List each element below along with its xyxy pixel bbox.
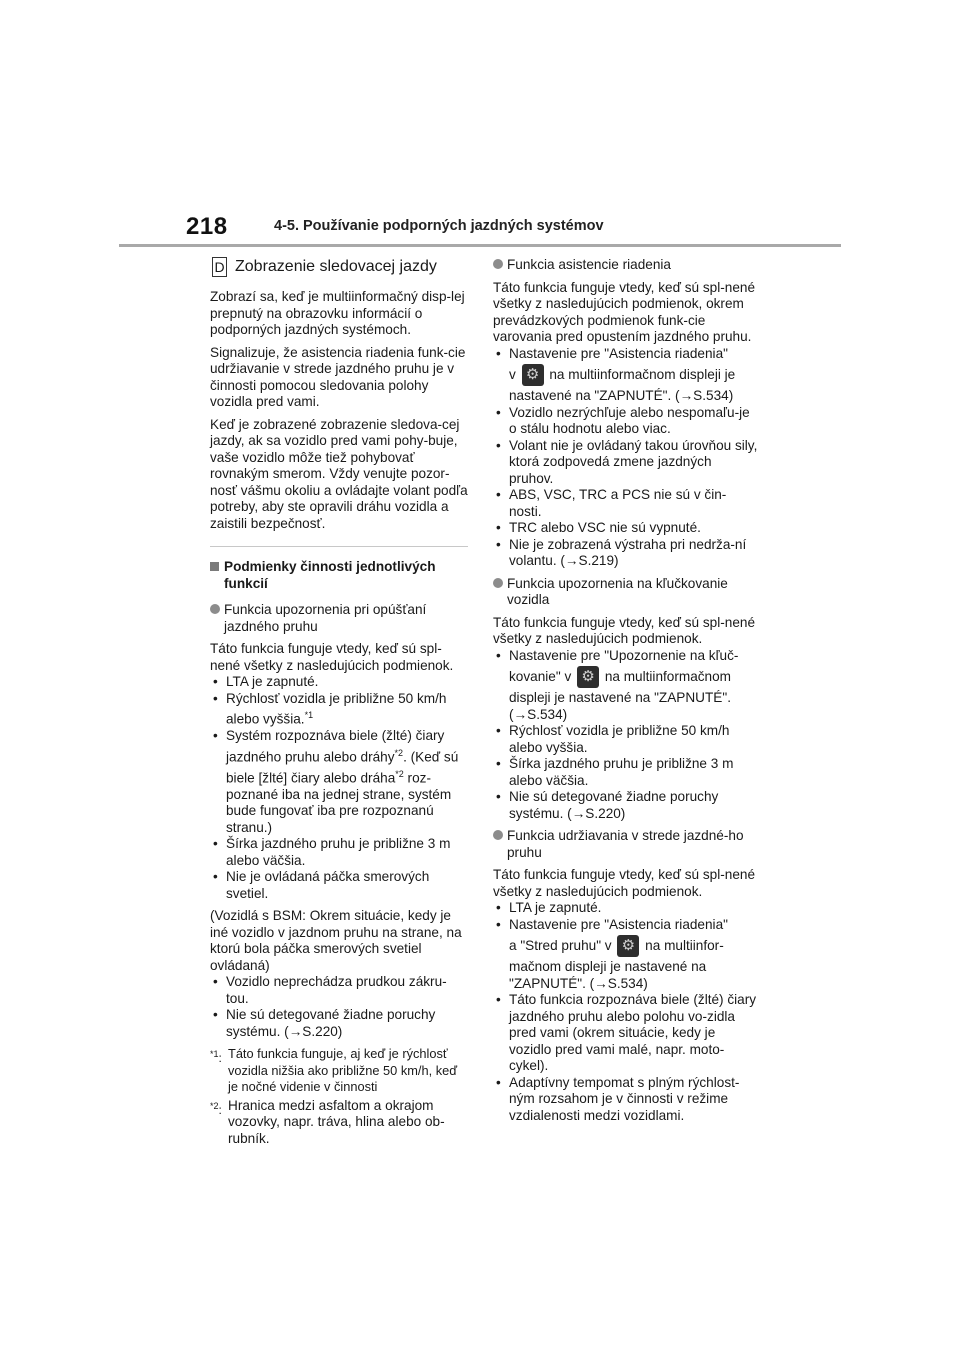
list-item: • Adaptívny tempomat s plným rýchlost-ným rozsahom je v činnosti v režime vzdialenosti medzi vozidlami. [496, 1074, 740, 1123]
weave-heading: Funkcia upozornenia na kľučkovanie vozidla [493, 576, 758, 609]
paragraph: Táto funkcia funguje vtedy, keď sú spl-nené všetky z nasledujúcich podmienok. [493, 614, 756, 646]
list-item: • Rýchlosť vozidla je približne 50 km/h alebo vyššia.$^{*1}$ [213, 690, 447, 727]
paragraph: Zobrazí sa, keď je multiinformačný disp-lej prepnutý na obrazovku informácií o podporných jazdných systémoch. [210, 289, 465, 337]
conditions-heading: Podmienky činnosti jednotlivých funkcií [210, 559, 468, 592]
list-item: • Rýchlosť vozidla je približne 50 km/h alebo vyššia. [496, 723, 730, 755]
gear-icon: ⚙ [617, 935, 639, 957]
list-item: • Šírka jazdného pruhu je približne 3 m alebo väčšia. [213, 836, 451, 868]
steer-list [493, 346, 758, 570]
warn-heading: Funkcia upozornenia pri opúšťaní jazdného pruhu [210, 602, 468, 635]
square-bullet-icon [210, 562, 219, 571]
display-title: Zobrazenie sledovacej jazdy [235, 257, 437, 275]
paragraph: Táto funkcia funguje vtedy, keď sú spl-nené všetky z nasledujúcich podmienok, okrem prevádzkových podmienok funk-cie varovania pred opustením jazdného pruhu. [493, 279, 756, 344]
list-item: • Vozidlo nezrýchľuje alebo nespomaľu-je o stálu hodnotu alebo viac. [496, 404, 750, 436]
divider [210, 546, 468, 547]
list-item: • LTA je zapnuté. [213, 674, 319, 689]
center-list [493, 900, 758, 1124]
warn-list [210, 674, 468, 902]
right-column [493, 257, 758, 1130]
list-item: • Systém rozpoznáva biele (žlté) čiary jazdného pruhu alebo dráhy$^{*2}$. (Keď sú biele [žlté] čiary alebo dráha$^{*2}$ roz-poznané iba na jednej strane, systém bude fungovať iba pre rozpoznanú stranu.) [213, 728, 459, 835]
paragraph: Táto funkcia funguje vtedy, keď sú spl-nené všetky z nasledujúcich podmienok. [493, 867, 756, 899]
footnote: $^{*1}$: Táto funkcia funguje, aj keď je rýchlosť vozidla nižšia ako približne 50 km/h, keď je nočné videnie v činnosti [210, 1046, 458, 1095]
bsm-list [210, 974, 468, 1040]
paragraph: Keď je zobrazené zobrazenie sledova-cej jazdy, ak sa vozidlo pred vami pohy-buje, vaše vozidlo môže tiež pohybovať rovnakým smerom. Vždy venujte pozor-nosť vášmu okoliu a ovládajte volant podľa potreby, aby ste opravili dráhu vozidla a zaistili bezpečnosť. [210, 416, 468, 531]
list-item: • ABS, VSC, TRC a PCS nie sú v čin-nosti. [496, 487, 727, 519]
gear-icon: ⚙ [577, 666, 599, 688]
paragraph: (Vozidlá s BSM: Okrem situácie, kedy je iné vozidlo v jazdnom pruhu na strane, na ktorú bola páčka smerových svetiel ovládaná) [210, 908, 462, 973]
gear-icon: ⚙ [522, 364, 544, 386]
list-item: • TRC alebo VSC nie sú vypnuté. [496, 520, 701, 535]
circle-bullet-icon [493, 578, 503, 588]
footnote: $^{*2}$: Hranica medzi asfaltom a okrajom vozovky, napr. tráva, hlina alebo ob-rubník. [210, 1097, 445, 1146]
list-item: • Volant nie je ovládaný takou úrovňou sily, ktorá zodpovedá zmene jazdných pruhov. [496, 437, 758, 486]
steer-heading: Funkcia asistencie riadenia [493, 257, 758, 274]
header-rule [119, 244, 841, 247]
list-item: • Nie je zobrazená výstraha pri nedrža-ní volantu. (→S.219) [496, 536, 747, 568]
list-item: • Nie sú detegované žiadne poruchy systému. (→S.220) [213, 1007, 436, 1039]
list-item: • Nastavenie pre "Upozornenie na kľuč- kovanie" v ⚙ na multiinformačnom displeji je nastavené na "ZAPNUTÉ". (→S.534) [496, 647, 739, 722]
circle-bullet-icon [210, 604, 220, 614]
list-item: • Šírka jazdného pruhu je približne 3 m alebo väčšia. [496, 756, 734, 788]
list-item: • Nie je ovládaná páčka smerových svetiel. [213, 869, 430, 901]
list-item: • Vozidlo neprechádza prudkou zákru-tou. [213, 974, 447, 1006]
section-title: 4-5. Používanie podporných jazdných systémov [274, 218, 604, 234]
list-item: • Táto funkcia rozpoznáva biele (žlté) čiary jazdného pruhu alebo polohu vo-zidla pred vami (okrem situácie, kedy je vozidlo pred vami malé, napr. moto-cykel). [496, 992, 757, 1073]
label-box: D [212, 257, 227, 277]
list-item: • Nie sú detegované žiadne poruchy systému. (→S.220) [496, 789, 719, 821]
list-item: • LTA je zapnuté. [496, 900, 602, 915]
page-number: 218 [186, 213, 228, 240]
display-heading [212, 257, 468, 277]
circle-bullet-icon [493, 259, 503, 269]
center-heading: Funkcia udržiavania v strede jazdné-ho pruhu [493, 828, 758, 861]
paragraph: Táto funkcia funguje vtedy, keď sú spl-nené všetky z nasledujúcich podmienok. [210, 641, 454, 673]
weave-list [493, 648, 758, 823]
list-item: • Nastavenie pre "Asistencia riadenia" v ⚙ na multiinformačnom displeji je nastavené na "ZAPNUTÉ". (→S.534) [496, 345, 736, 403]
list-item: • Nastavenie pre "Asistencia riadenia" a "Stred pruhu" v ⚙ na multiinfor-mačnom displeji je nastavené na "ZAPNUTÉ". (→S.534) [496, 916, 728, 991]
left-column [210, 257, 468, 1149]
paragraph: Signalizuje, že asistencia riadenia funk-cie udržiavanie v strede jazdného pruhu je v činnosti pomocou sledovania polohy vozidla pred vami. [210, 344, 466, 409]
circle-bullet-icon [493, 830, 503, 840]
